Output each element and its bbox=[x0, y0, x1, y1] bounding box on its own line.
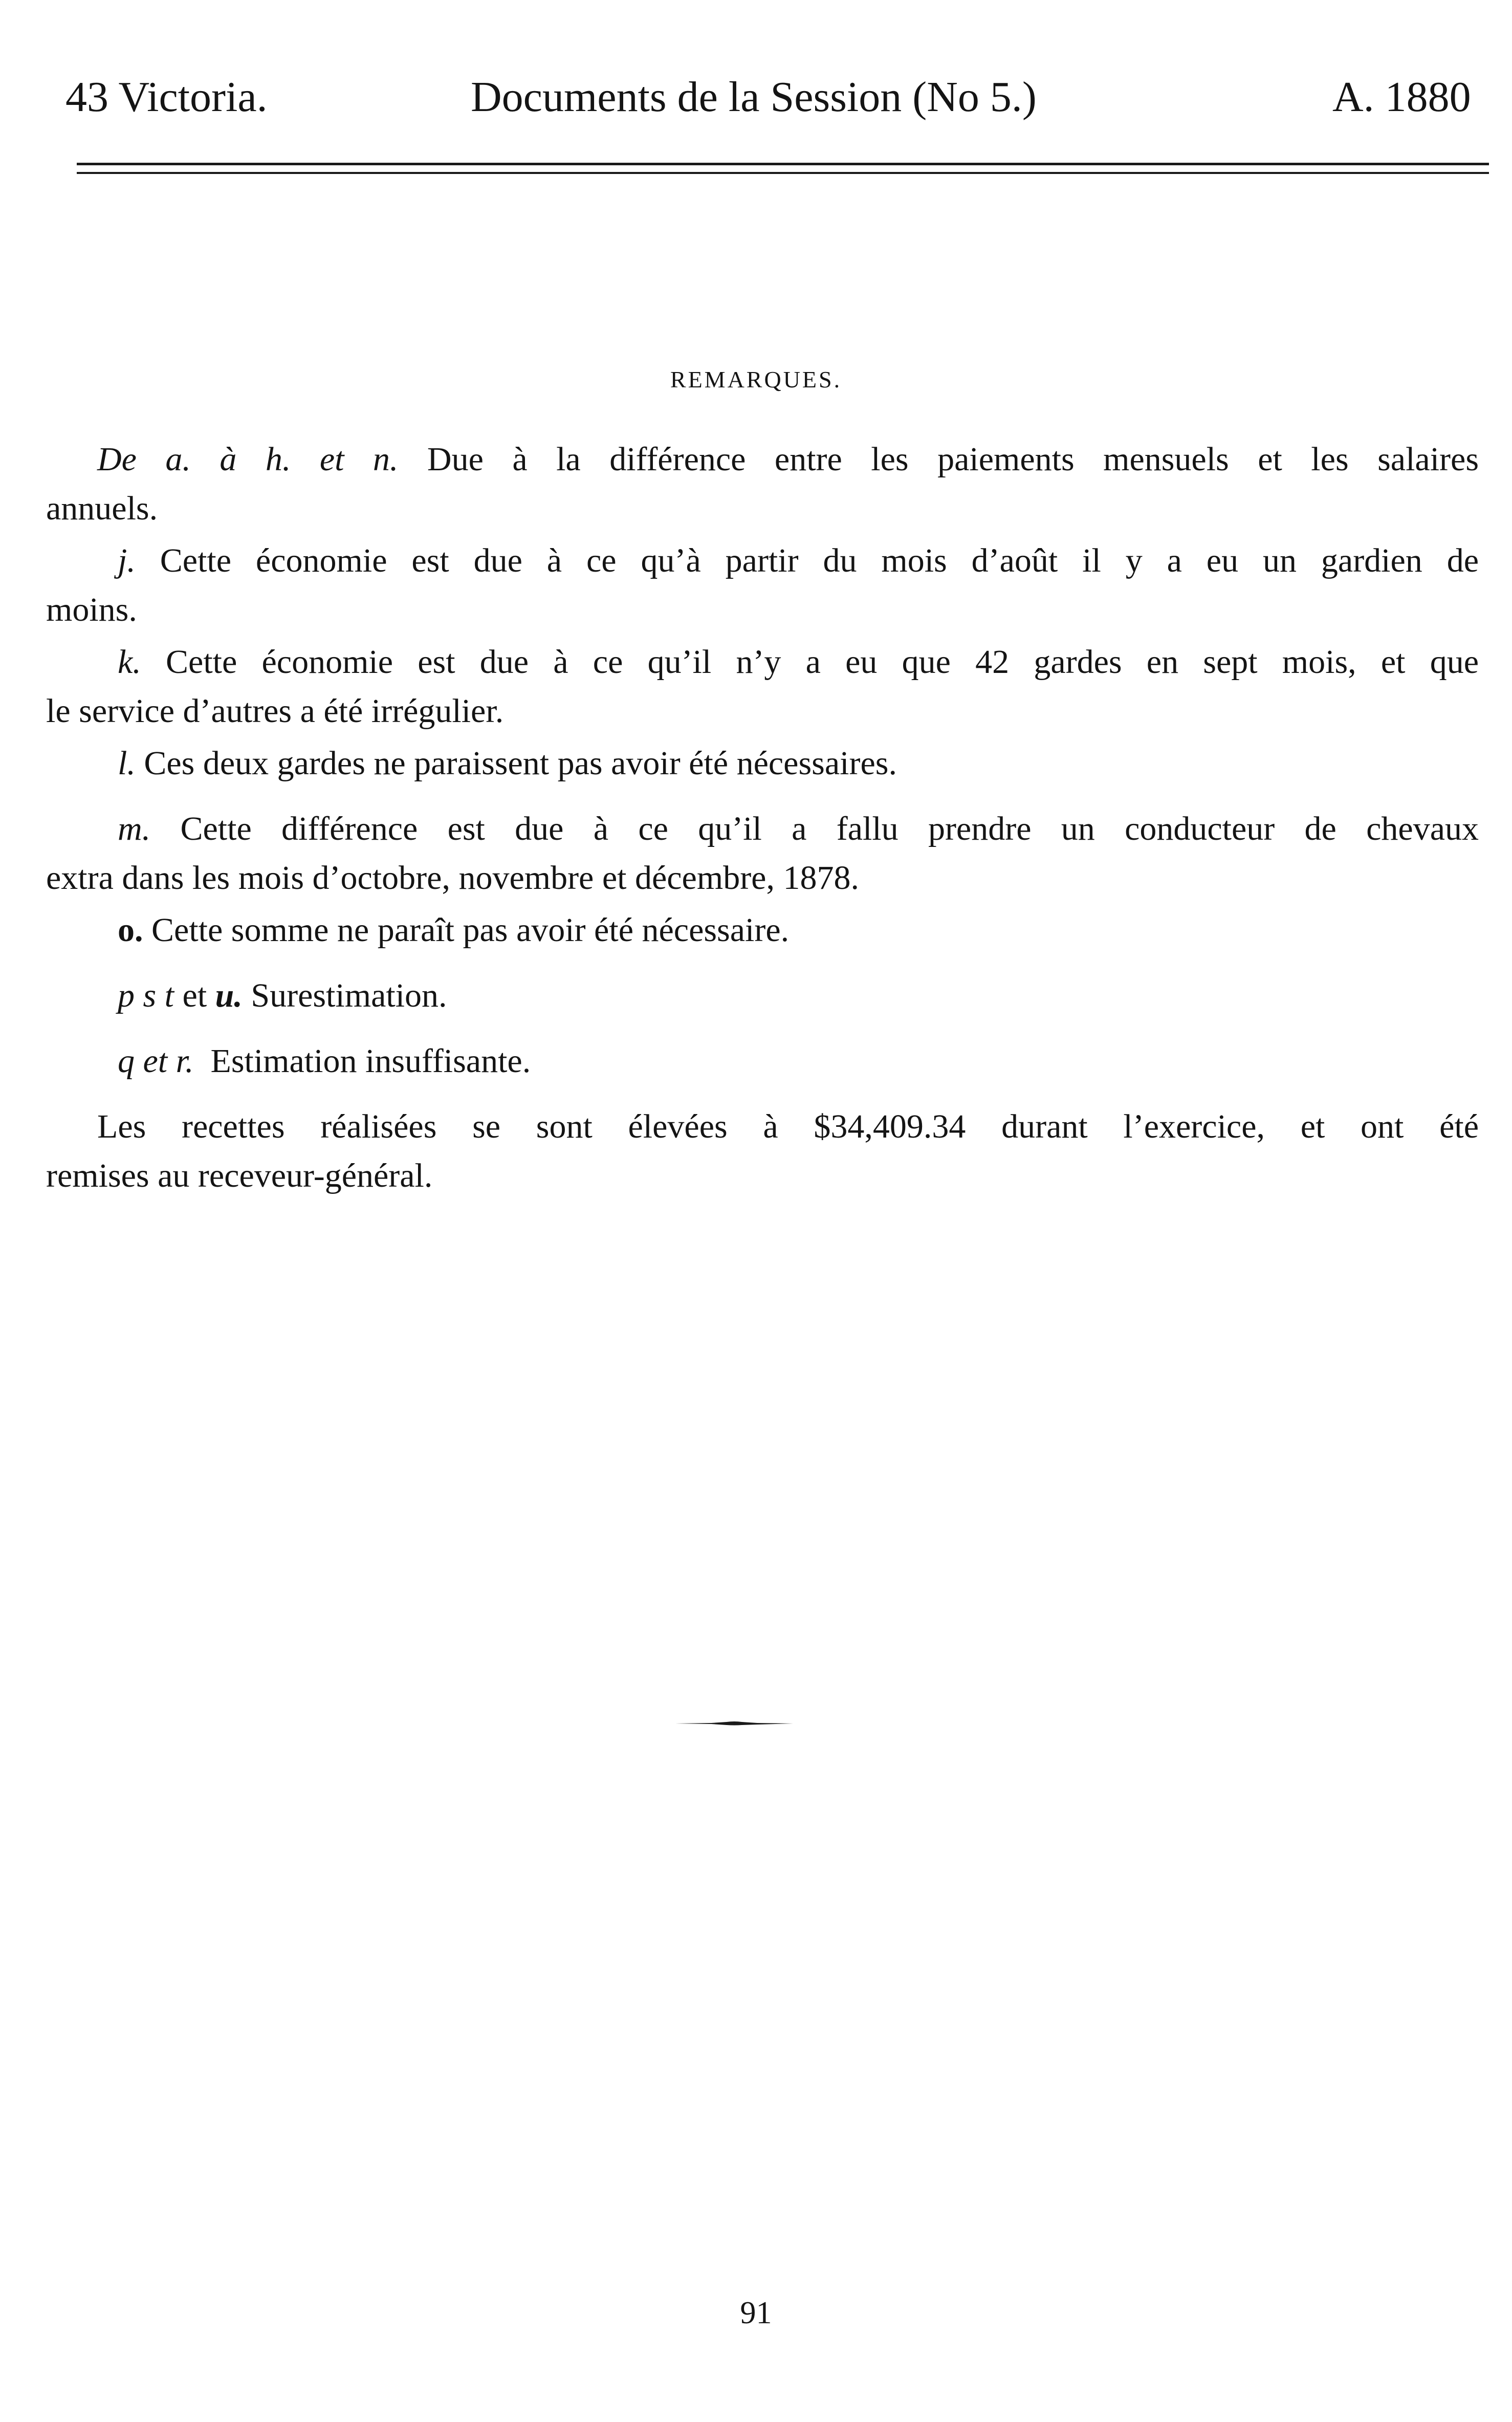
note-o bbox=[46, 906, 1479, 955]
note-line-continued: moins. bbox=[46, 591, 137, 628]
separator-ornament bbox=[675, 1720, 793, 1727]
note-text: Estimation insuffisante. bbox=[210, 1042, 531, 1080]
note-marker: De a. à h. et n. bbox=[97, 441, 399, 478]
note-line bbox=[46, 1037, 1479, 1086]
note-text: Cette économie est due à ce qu’il n’y a eu que 42 gardes en sept mois, et que bbox=[166, 643, 1479, 681]
note-text: Cette somme ne paraît pas avoir été nécessaire. bbox=[151, 911, 790, 949]
note-line bbox=[46, 971, 1479, 1020]
note-m bbox=[46, 804, 1479, 903]
note-marker-secondary: u. bbox=[215, 977, 243, 1014]
note-line bbox=[46, 739, 1479, 788]
header-year: A. 1880 bbox=[1332, 73, 1471, 121]
note-marker: p s t bbox=[118, 977, 174, 1014]
receipts-paragraph bbox=[46, 1102, 1479, 1201]
note-line bbox=[46, 906, 1479, 955]
note-line-continued: annuels. bbox=[46, 490, 158, 527]
note-marker: k. bbox=[118, 643, 141, 681]
note-line-continued: le service d’autres a été irrégulier. bbox=[46, 692, 504, 730]
note-q-r bbox=[46, 1037, 1479, 1086]
page-number: 91 bbox=[740, 2296, 772, 2330]
note-text: Ces deux gardes ne paraissent pas avoir été nécessaires. bbox=[144, 745, 897, 782]
note-text: Surestimation. bbox=[251, 977, 447, 1014]
paragraph-line: Les recettes réalisées se sont élevées à $34,409.34 durant l’exercice, et ont été bbox=[97, 1108, 1479, 1145]
header-volume: 43 Victoria. bbox=[65, 73, 268, 121]
header-title: Documents de la Session (No 5.) bbox=[471, 73, 1037, 121]
note-marker: j. bbox=[118, 542, 136, 579]
note-text: Cette économie est due à ce qu’à partir du mois d’août il y a eu un gardien de bbox=[160, 542, 1479, 579]
note-line bbox=[46, 804, 1479, 854]
note-l bbox=[46, 739, 1479, 788]
section-heading: REMARQUES. bbox=[670, 366, 842, 392]
note-conjunction: et bbox=[182, 977, 207, 1014]
note-line bbox=[46, 435, 1479, 484]
note-text: Due à la différence entre les paiements mensuels et les salaires bbox=[427, 441, 1479, 478]
note-j bbox=[46, 536, 1479, 635]
note-text: Cette différence est due à ce qu’il a fallu prendre un conducteur de chevaux bbox=[180, 810, 1479, 847]
header-rule-bottom bbox=[77, 172, 1489, 174]
note-p-s-t-u bbox=[46, 971, 1479, 1020]
paragraph-line-continued: remises au receveur-général. bbox=[46, 1157, 433, 1194]
note-marker: m. bbox=[118, 810, 151, 847]
note-line bbox=[46, 536, 1479, 585]
note-k bbox=[46, 638, 1479, 736]
note-marker: l. bbox=[118, 745, 136, 782]
note-marker: o. bbox=[118, 911, 143, 949]
header-rule-top bbox=[77, 163, 1489, 165]
note-marker: q et r. bbox=[118, 1042, 194, 1080]
note-line-continued: extra dans les mois d’octobre, novembre et décembre, 1878. bbox=[46, 859, 859, 897]
note-a-to-h bbox=[46, 435, 1479, 533]
note-line bbox=[46, 638, 1479, 687]
